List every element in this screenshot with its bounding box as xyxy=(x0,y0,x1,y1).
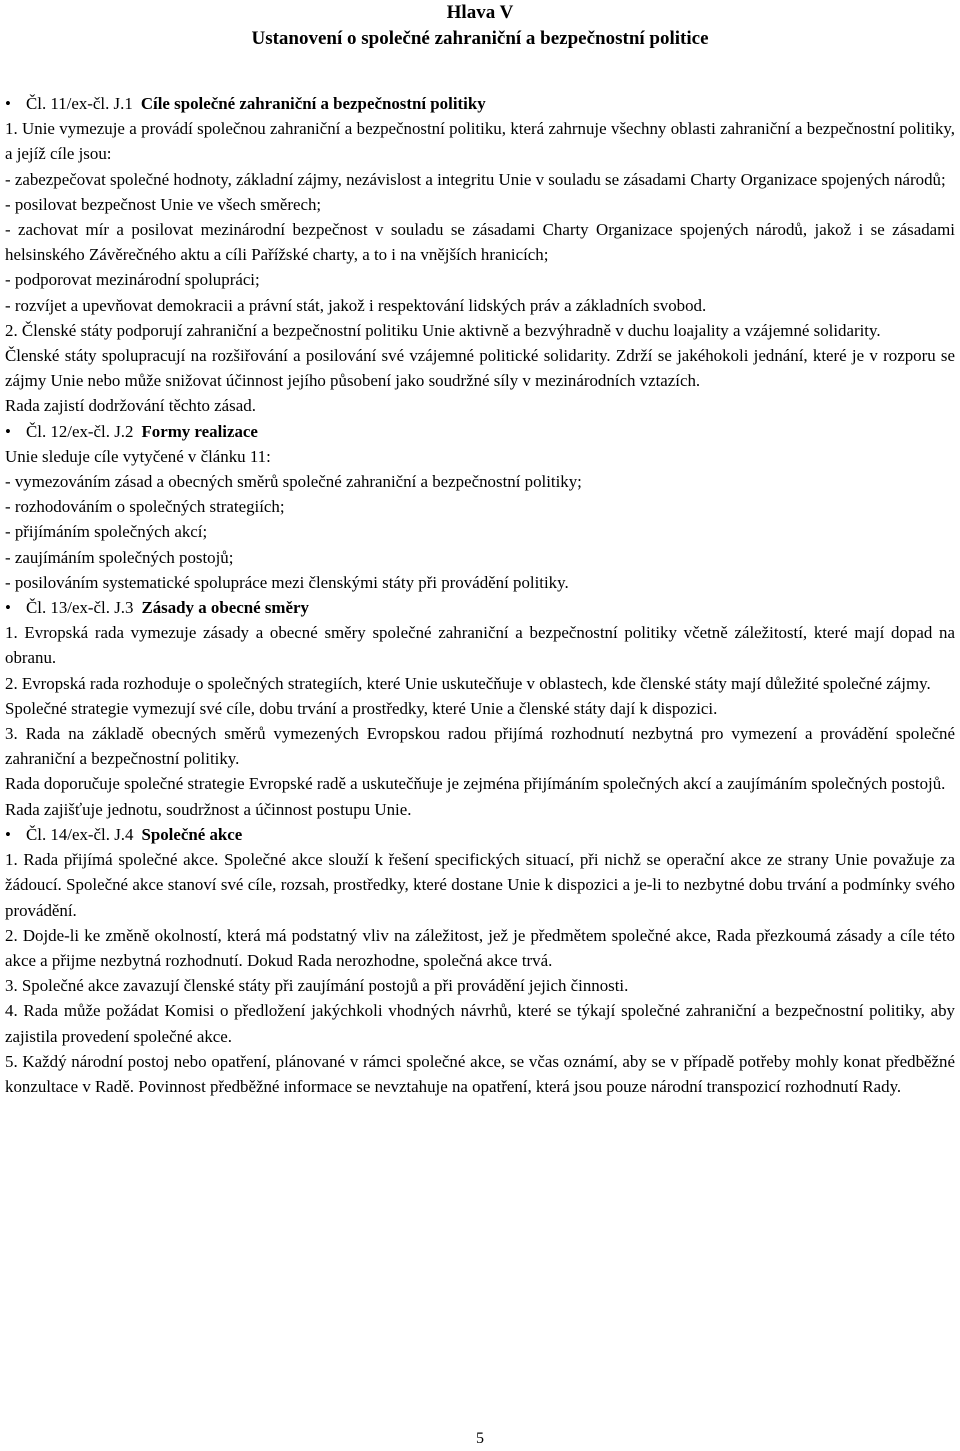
paragraph: - vymezováním zásad a obecných směrů společné zahraniční a bezpečnostní politiky; xyxy=(5,472,582,492)
paragraph: Společné strategie vymezují své cíle, dobu trvání a prostředky, které Unie a členské státy dají k dispozici. xyxy=(5,698,718,718)
paragraph: Rada doporučuje společné strategie Evropské radě a uskutečňuje je zejména přijímáním společných akcí a zaujímáním společných postojů. xyxy=(5,774,946,794)
paragraph: - přijímáním společných akcí; xyxy=(5,522,208,542)
article-title: Společné akce xyxy=(141,824,243,844)
paragraph: 3. Společné akce zavazují členské státy při zaujímání postojů a při provádění jejich činnosti. xyxy=(5,976,629,996)
article-heading xyxy=(5,822,955,847)
article-reference: Čl. 11/ex-čl. J.1 xyxy=(26,94,133,113)
paragraph: - podporovat mezinárodní spolupráci; xyxy=(5,270,260,290)
paragraph: - posilovat bezpečnost Unie ve všech směrech; xyxy=(5,194,322,214)
chapter-number: Hlava V xyxy=(446,2,514,23)
paragraph: 4. Rada může požádat Komisi o předložení jakýchkoli vhodných návrhů, které se týkají společné zahraniční a bezpečnostní politiky, aby zajistila provedení společné akce. xyxy=(5,1001,955,1046)
article-heading xyxy=(5,419,955,444)
paragraph: 2. Dojde-li ke změně okolností, která má podstatný vliv na záležitost, jež je předmětem společné akce, Rada přezkoumá zásady a cíle této akce a přijme nezbytná rozhodnutí. Dokud Rada nerozhodne, společná akce trvá. xyxy=(5,925,955,970)
article-reference: Čl. 14/ex-čl. J.4 xyxy=(26,824,134,844)
document-body xyxy=(5,91,955,1099)
paragraph: 1. Evropská rada vymezuje zásady a obecné směry společné zahraniční a bezpečnostní politiky včetně záležitostí, které mají dopad na obranu. xyxy=(5,623,955,668)
article-title: Zásady a obecné směry xyxy=(141,598,309,618)
paragraph: - zabezpečovat společné hodnoty, základní zájmy, nezávislost a integritu Unie v souladu se zásadami Charty Organizace spojených národů; xyxy=(5,169,946,189)
paragraph: 3. Rada na základě obecných směrů vymezených Evropskou radou přijímá rozhodnutí nezbytná pro vymezení a provádění společné zahraniční a bezpečnostní politiky. xyxy=(5,724,955,769)
bullet-icon: • xyxy=(5,421,11,441)
bullet-icon: • xyxy=(5,598,11,618)
article-title: Formy realizace xyxy=(141,421,258,441)
paragraph: Unie sleduje cíle vytyčené v článku 11: xyxy=(5,446,271,466)
article-reference: Čl. 12/ex-čl. J.2 xyxy=(26,421,134,441)
paragraph: 1. Unie vymezuje a provádí společnou zahraniční a bezpečnostní politiku, která zahrnuje všechny oblasti zahraniční a bezpečnostní politiky, a jejíž cíle jsou: xyxy=(5,119,955,164)
paragraph: - zachovat mír a posilovat mezinárodní bezpečnost v souladu se zásadami Charty Organizace spojených národů, jakož i se zásadami helsinského Závěrečného aktu a cíli Pařížské charty, a to i na vnějších hranicích; xyxy=(5,220,955,265)
paragraph: - rozhodováním o společných strategiích; xyxy=(5,497,285,517)
page-number: 5 xyxy=(476,1430,484,1447)
bullet-icon: • xyxy=(5,824,11,844)
article-title: Cíle společné zahraniční a bezpečnostní politiky xyxy=(140,94,486,113)
paragraph: - posilováním systematické spolupráce mezi členskými státy při provádění politiky. xyxy=(5,572,569,592)
bullet-icon: • xyxy=(5,94,11,113)
article-heading xyxy=(5,595,955,620)
article-heading xyxy=(5,91,955,116)
paragraph: Rada zajistí dodržování těchto zásad. xyxy=(5,396,256,416)
paragraph: 2. Členské státy podporují zahraniční a bezpečnostní politiku Unie aktivně a bezvýhradně v duchu loajality a vzájemné solidarity. xyxy=(5,320,881,340)
paragraph: - zaujímáním společných postojů; xyxy=(5,547,234,567)
paragraph: 2. Evropská rada rozhoduje o společných strategiích, které Unie uskutečňuje v oblastech, kde členské státy mají důležité společné zájmy. xyxy=(5,673,931,693)
paragraph: 1. Rada přijímá společné akce. Společné akce slouží k řešení specifických situací, při nichž se operační akce ze strany Unie považuje za žádoucí. Společné akce stanoví své cíle, rozsah, prostředky, které dostane Unie k dispozici a je-li to nezbytné dobu trvání a podmínky svého provádění. xyxy=(5,850,955,920)
article-reference: Čl. 13/ex-čl. J.3 xyxy=(26,598,134,618)
paragraph: 5. Každý národní postoj nebo opatření, plánované v rámci společné akce, se včas oznámí, aby se v případě potřeby mohly konat předběžné konzultace v Radě. Povinnost předběžné informace se nevztahuje na opatření, která jsou pouze národní transpozicí rozhodnutí Rady. xyxy=(5,1051,955,1096)
paragraph: Členské státy spolupracují na rozšiřování a posilování své vzájemné politické solidarity. Zdrží se jakéhokoli jednání, které je v rozporu se zájmy Unie nebo může snižovat účinnost jejího působení jako soudržné síly v mezinárodních vztazích. xyxy=(5,346,955,391)
paragraph: Rada zajišťuje jednotu, soudržnost a účinnost postupu Unie. xyxy=(5,799,412,819)
chapter-title: Ustanovení o společné zahraniční a bezpečnostní politice xyxy=(251,28,709,49)
paragraph: - rozvíjet a upevňovat demokracii a právní stát, jakož i respektování lidských práv a základních svobod. xyxy=(5,295,707,315)
